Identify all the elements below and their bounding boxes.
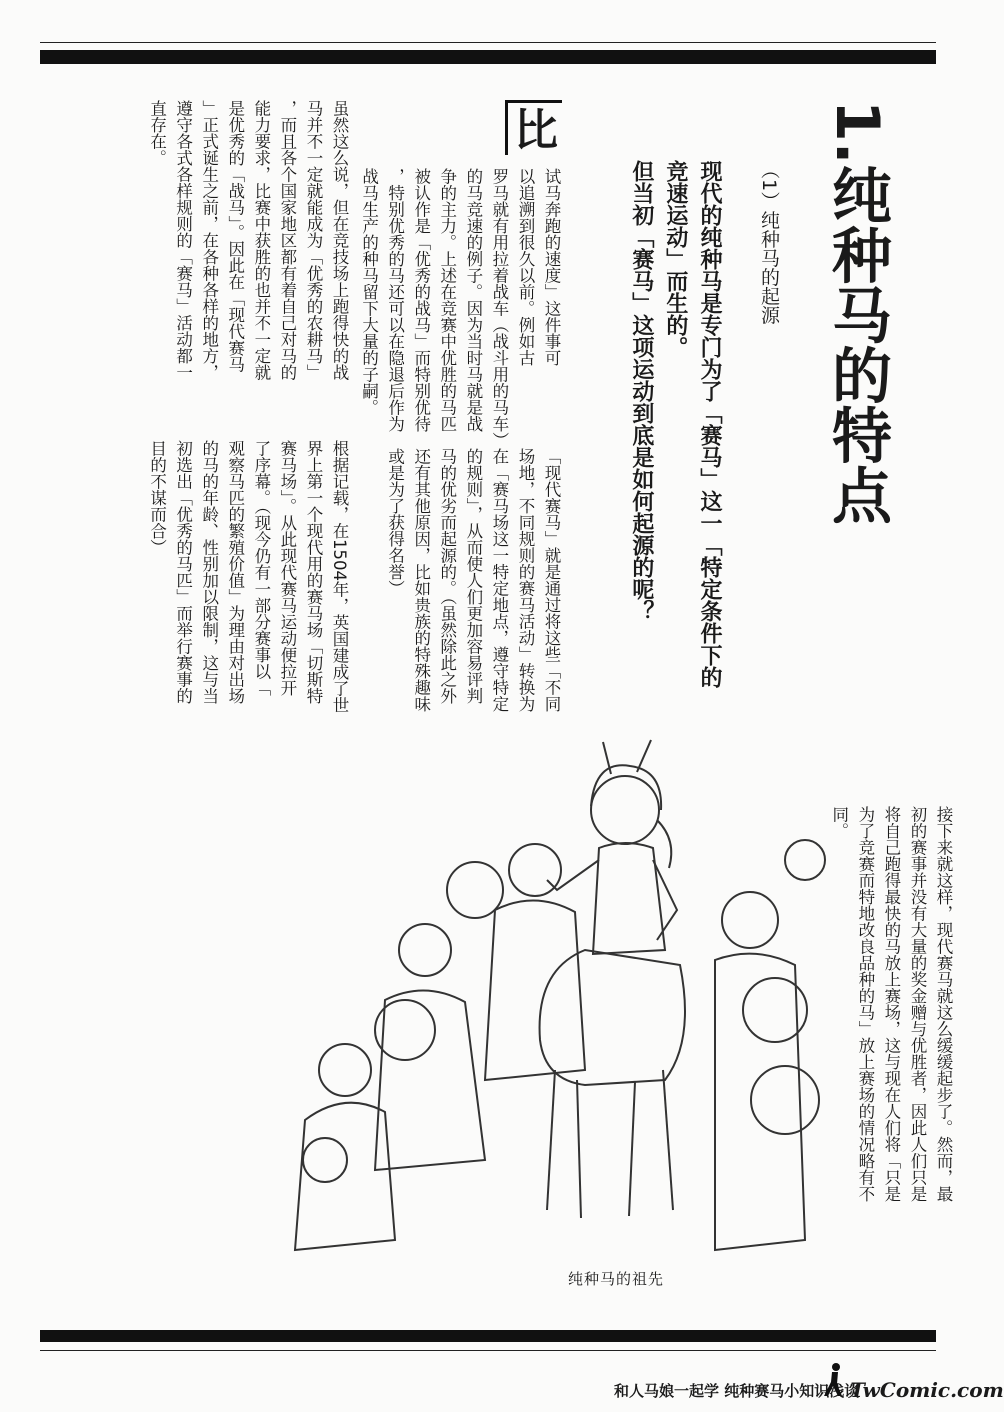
bottom-bar	[40, 1330, 936, 1342]
paragraph-chester-racecourse: 根据记载，在1504年，英国建成了世 界上第一个现代用的赛马场「切斯特 赛马场」。从此现代赛马运动便拉开 了序幕。（现今仍有一部分赛事以「 观察马匹的繁殖价值」为理由对出场 的马的年龄、性别加以限制，这与当 初选出「优秀的马匹」而举行赛事的 目的不谋而合）	[147, 440, 349, 713]
paragraph-modern-racing-origin: 「现代赛马」就是通过将这些「不同 场地，不同规则的赛马活动」转换为 在「赛马场这一特定地点，遵守特定 的规则」，从而使人们更加容易评判 马的优劣而起源的。（虽然除此之外 还有其他原因，比如贵族的特殊趣味 或是为了获得名誉）	[385, 448, 561, 712]
page-title: 1.纯种马的特点	[822, 100, 892, 525]
paragraph-warhorse: 虽然这么说，但在竞技场上跑得快的战 马并不一定就能成为「优秀的农耕马」 ，而且各个国家地区都有着自己对马的 能力要求，比赛中获胜的也并不一定就 是优秀的「战马」。因此在「现代赛马 」正式诞生之前，在各种各样的地方， 遵守各式各样规则的「赛马」活动都一 直存在。	[147, 100, 349, 381]
centaur-crowd-illustration	[285, 740, 845, 1260]
paragraph-early-races: 接下来就这样，现代赛马就这么缓缓起步了。然而，最 初的赛事并没有大量的奖金赠与优胜者，因此人们只是 将自己跑得最快的马放上赛场，这与现在人们将「只是 为了竞赛而特地改良品种的马」放上赛场的情况略有不 同。	[829, 806, 953, 1202]
intro-paragraph: 现代的纯种马是专门为了「赛马」这一「特定条件下的 竞速运动」而生的。 但当初「赛马」这项运动到底是如何起源的呢？	[628, 160, 722, 688]
drop-cap: 比	[505, 100, 562, 155]
site-watermark: TwComic.com	[850, 1378, 1004, 1402]
bottom-rule	[40, 1350, 936, 1351]
top-rule	[40, 42, 936, 43]
paragraph-ancient-racing: 试马奔跑的速度」这件事可 以追溯到很久以前。例如古 罗马就有用拉着战车（战斗用的马车） 的马竞速的例子。因为当时马就是战 争的主力。上述在竞赛中优胜的马匹 被认作是「优秀的战马」而特别优待 ，特别优秀的马还可以在隐退后作为 战马生产的种马留下大量的子嗣。	[359, 168, 561, 449]
figure-caption: 纯种马的祖先	[568, 1270, 665, 1288]
section-subheading: （1）纯种马的起源	[758, 160, 780, 325]
footer-title: 和人马娘一起学 纯种赛马小知识浅谈	[614, 1382, 860, 1400]
running-figure-icon	[822, 1362, 846, 1398]
top-bar	[40, 50, 936, 64]
